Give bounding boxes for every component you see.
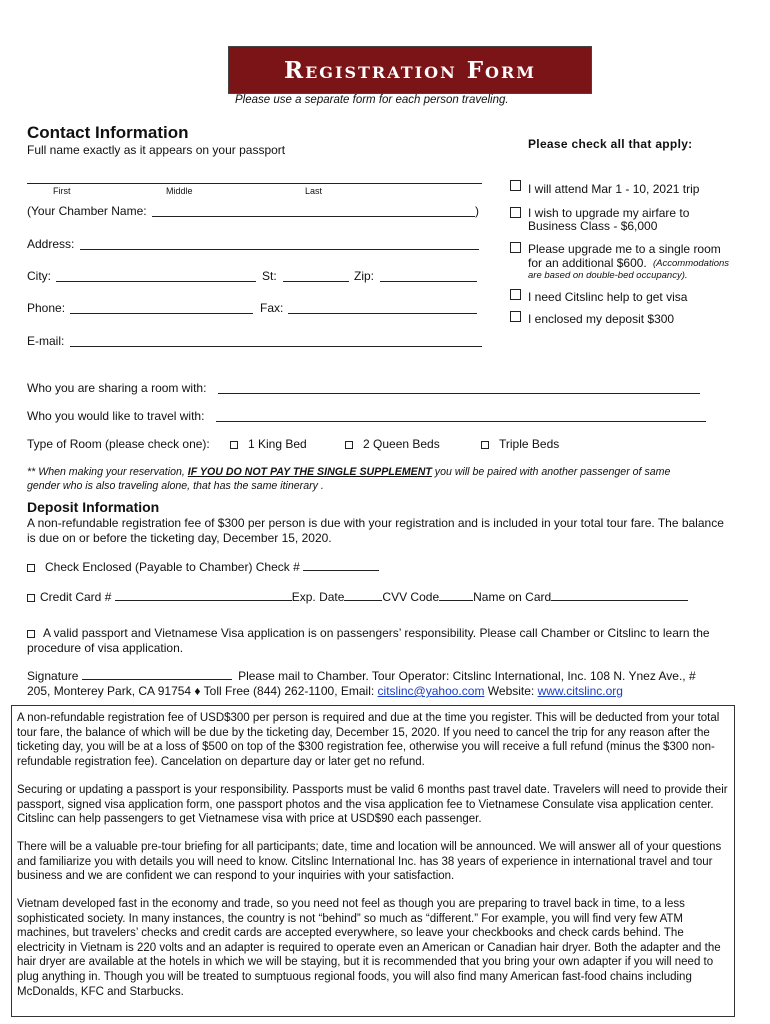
middle-name-label: Middle (166, 186, 193, 196)
tour-operator-address: 205, Monterey Park, CA 91754 ♦ Toll Free (844) 262-1100, Email: (27, 684, 375, 698)
single-supplement-note (27, 466, 670, 478)
credit-card-number-field[interactable] (115, 600, 292, 601)
email-label: E-mail: (27, 334, 65, 348)
title-banner (228, 46, 592, 94)
address-label: Address: (27, 237, 75, 251)
deposit-enclosed-checkbox[interactable] (510, 311, 521, 322)
form-subtitle: Please use a separate form for each person traveling. (235, 94, 509, 106)
check-enclosed-label: Check Enclosed (Payable to Chamber) Check # (45, 560, 300, 574)
mail-instructions: Please mail to Chamber. Tour Operator: Citslinc International, Inc. 108 N. Ynez Ave., # (238, 669, 696, 683)
address-field[interactable] (80, 249, 479, 250)
chamber-name-field[interactable] (152, 216, 475, 217)
signature-label: Signature (27, 669, 79, 683)
contact-heading: Contact Information (27, 123, 189, 142)
upgrade-airfare-checkbox[interactable] (510, 207, 521, 218)
chamber-close-paren: ) (475, 204, 479, 218)
note-suffix: you will be paired with another passenger of same (434, 466, 671, 478)
triple-beds-label: Triple Beds (499, 437, 560, 451)
zip-field[interactable] (380, 281, 477, 282)
room-type-triple[interactable] (481, 437, 559, 451)
name-on-card-label: Name on Card (473, 590, 552, 604)
room-type-label: Type of Room (please check one): (27, 437, 210, 451)
accommodations-note-2: are based on double-bed occupancy). (528, 270, 688, 281)
form-title: Registration Form (284, 56, 536, 84)
upgrade-airfare-label: I wish to upgrade my airfare to (528, 206, 690, 220)
upgrade-airfare-price: Business Class - $6,000 (528, 219, 658, 233)
chamber-label: (Your Chamber Name: (27, 204, 147, 218)
state-label: St: (262, 269, 277, 283)
email-link[interactable]: citslinc@yahoo.com (377, 684, 485, 698)
attend-trip-label: I will attend Mar 1 - 10, 2021 trip (528, 182, 700, 196)
cvv-field[interactable] (439, 600, 473, 601)
single-room-price: for an additional $600. (528, 256, 647, 270)
note-prefix: ** When making your reservation, (27, 466, 185, 478)
exp-date-field[interactable] (344, 600, 382, 601)
passport-visa-text: A valid passport and Vietnamese Visa application is on passengers’ responsibility. Please call Chamber or Citslinc to learn the procedure of visa application. (27, 626, 710, 655)
credit-card-checkbox[interactable] (27, 594, 35, 602)
travel-with-field[interactable] (216, 421, 706, 422)
fax-label: Fax: (260, 301, 284, 315)
zip-label: Zip: (354, 269, 375, 283)
visa-help-checkbox[interactable] (510, 289, 521, 300)
state-field[interactable] (283, 281, 349, 282)
note-emphasis: IF YOU DO NOT PAY THE SINGLE SUPPLEMENT (187, 466, 432, 478)
fax-field[interactable] (288, 313, 477, 314)
single-supplement-note-line2: gender who is also traveling alone, that has the same itinerary . (27, 480, 324, 492)
attend-trip-checkbox[interactable] (510, 180, 521, 191)
sharing-room-label: Who you are sharing a room with: (27, 381, 207, 395)
website-link[interactable]: www.citslinc.org (537, 684, 623, 698)
queen-beds-label: 2 Queen Beds (363, 437, 440, 451)
single-room-label: Please upgrade me to a single room (528, 242, 721, 256)
travel-with-label: Who you would like to travel with: (27, 409, 205, 423)
email-field[interactable] (70, 346, 482, 347)
phone-field[interactable] (70, 313, 253, 314)
deposit-heading: Deposit Information (27, 499, 160, 515)
room-type-king[interactable] (230, 437, 307, 451)
signature-row (27, 669, 696, 683)
cvv-label: CVV Code (382, 590, 440, 604)
check-enclosed-checkbox[interactable] (27, 564, 35, 572)
king-bed-label: 1 King Bed (248, 437, 307, 451)
exp-date-label: Exp. Date (291, 590, 345, 604)
briefing-paragraph: There will be a valuable pre-tour briefing for all participants; date, time and location will be announced. We will answer all of your questions and familiarize you with details you will need to know. Citslinc International Inc. has 38 years of experience in international travel and tour business and we are confident we can respond to your inquiries with your satisfaction. (17, 841, 722, 883)
single-room-checkbox[interactable] (510, 242, 521, 253)
name-instruction: Full name exactly as it appears on your passport (27, 143, 286, 157)
refund-policy-paragraph: A non-refundable registration fee of USD$300 per person is required and due at the time you register. This will be deducted from your total tour fare, the balance of which will be due by the ticketing day, December 15, 2020. If you need to cancel the trip for any reason after the ticketing day, you will be at a loss of $500 on top of the $300 registration fee, otherwise you will receive a full refund (minus the $300 non-refundable registration fee). Cancelation on departure day or later get no refund. (17, 712, 720, 768)
triple-beds-checkbox[interactable] (481, 441, 489, 449)
deposit-text: A non-refundable registration fee of $300 per person is due with your registration and is included in your total tour fare. The balance is due on or before the ticketing day, December 15, 2020. (27, 516, 724, 545)
passport-visa-checkbox[interactable] (27, 630, 35, 638)
visa-help-label: I need Citslinc help to get visa (528, 290, 688, 304)
accommodations-note-1: (Accommodations (653, 258, 730, 269)
room-type-queen[interactable] (345, 437, 440, 451)
sharing-room-field[interactable] (218, 393, 700, 394)
city-label: City: (27, 269, 51, 283)
apply-heading: Please check all that apply: (528, 137, 693, 151)
queen-beds-checkbox[interactable] (345, 441, 353, 449)
passport-visa-note (27, 626, 729, 656)
deposit-enclosed-label: I enclosed my deposit $300 (528, 312, 675, 326)
full-name-field[interactable] (27, 183, 482, 184)
vietnam-info-paragraph: Vietnam developed fast in the economy and trade, so you need not feel as though you are preparing to travel back in time, to a less sophisticated society. In many instances, the country is not “behind” so much as “different.” For example, you will find very few ATM machines, but travelers’ checks and credit cards are accepted everywhere, so leave your checkbooks and check cards behind. The electricity in Vietnam is 220 volts and an adapter is required to operate even an American or Canadian hair dryer. Both the adapter and the hair dryer are available at the hotels in which we will be staying, but it is recommended that you bring your own adapter if you will need to plug anything in. Though you will be treated to sumptuous regional foods, you will also find many American fast-food chains including McDonalds, KFC and Starbucks. (17, 898, 721, 998)
website-label: Website: (487, 684, 535, 698)
check-enclosed-row (27, 560, 379, 574)
credit-card-row (27, 590, 688, 604)
signature-field[interactable] (82, 679, 232, 680)
contact-address-row (27, 684, 623, 698)
name-on-card-field[interactable] (551, 600, 688, 601)
credit-card-label: Credit Card # (40, 590, 112, 604)
last-name-label: Last (305, 186, 323, 196)
city-field[interactable] (56, 281, 256, 282)
passport-paragraph: Securing or updating a passport is your responsibility. Passports must be valid 6 months past travel date. Travelers will need to provide their passport, signed visa application form, one passport photos and the visa application fee to Vietnamese Consulate visa application center. Citslinc can help passengers to get Vietnamese visa with price at USD$90 each passenger. (17, 784, 728, 826)
check-number-field[interactable] (303, 570, 379, 571)
first-name-label: First (53, 186, 71, 196)
king-bed-checkbox[interactable] (230, 441, 238, 449)
phone-label: Phone: (27, 301, 66, 315)
